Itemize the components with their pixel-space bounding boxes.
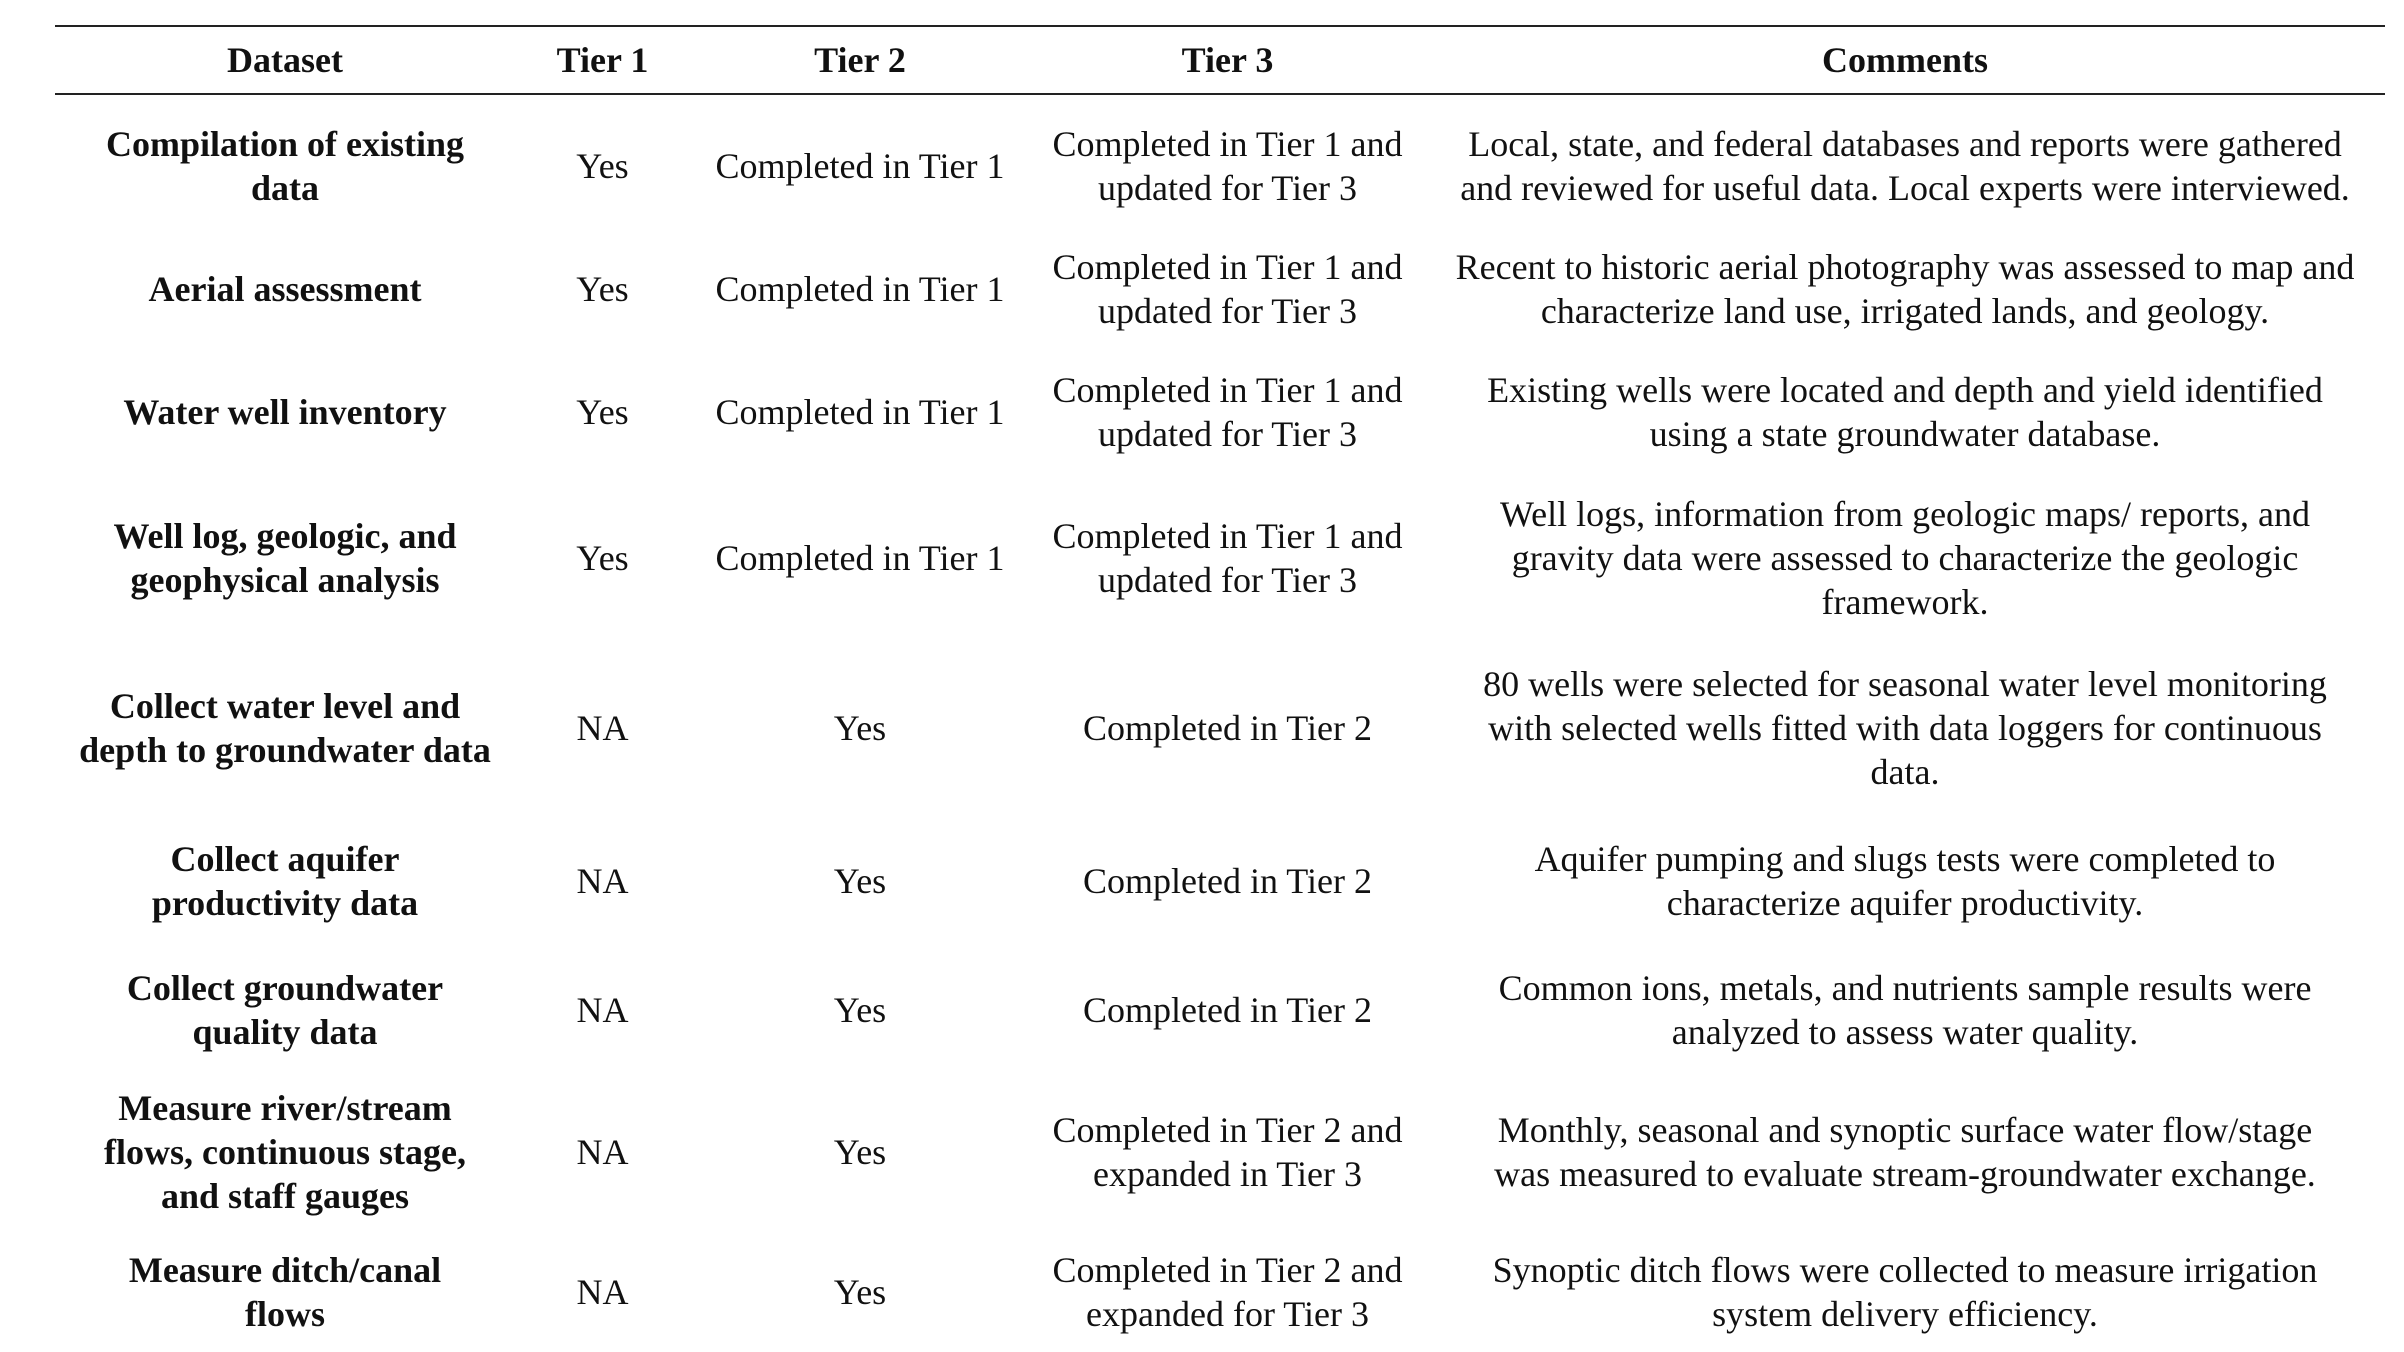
- table-header: [55, 26, 2385, 94]
- cell-dataset: [55, 94, 515, 228]
- cell-line: Completed in Tier 2: [1082, 708, 1373, 748]
- datasets-table: [55, 25, 2385, 1352]
- cell-line: Water well inventory: [123, 392, 447, 432]
- cell-dataset: [55, 948, 515, 1072]
- cell-tier-3: [1030, 1072, 1425, 1232]
- cell-line: characterize land use, irrigated lands, and geology.: [1540, 291, 2270, 331]
- cell-line: Well logs, information from geologic maps/ reports, and: [1500, 494, 2310, 534]
- table-body: [55, 94, 2385, 1352]
- cell-tier-3: [1030, 948, 1425, 1072]
- cell-line: Completed in Tier 2 and: [1052, 1110, 1403, 1150]
- cell-tier-1: NA: [576, 1272, 629, 1312]
- cell-dataset: [55, 814, 515, 948]
- cell-dataset: [55, 1072, 515, 1232]
- cell-tier-1: NA: [576, 708, 629, 748]
- header-tier-2: Tier 2: [690, 26, 1030, 94]
- cell-line: Completed in Tier 1 and: [1052, 370, 1403, 410]
- header-comments: Comments: [1425, 26, 2385, 94]
- cell-line: updated for Tier 3: [1098, 291, 1357, 331]
- cell-line: data.: [1870, 752, 1940, 792]
- cell-tier-1: NA: [576, 990, 629, 1030]
- table-row: [55, 228, 2385, 350]
- cell-line: updated for Tier 3: [1098, 414, 1357, 454]
- cell-tier-2: Yes: [833, 861, 887, 901]
- cell-line: framework.: [1821, 582, 1989, 622]
- cell-comments: [1425, 94, 2385, 228]
- cell-comments: [1425, 948, 2385, 1072]
- cell-line: Compilation of existing: [105, 123, 464, 164]
- table-row: [55, 1072, 2385, 1232]
- table-row: [55, 1232, 2385, 1352]
- cell-line: Monthly, seasonal and synoptic surface water flow/stage: [1497, 1110, 2313, 1150]
- cell-dataset: [55, 474, 515, 642]
- cell-line: Well log, geologic, and: [113, 516, 457, 556]
- cell-tier-3: [1030, 474, 1425, 642]
- table-row: [55, 642, 2385, 814]
- cell-tier-3: [1030, 642, 1425, 814]
- cell-line: was measured to evaluate stream-groundwater exchange.: [1494, 1154, 2316, 1194]
- cell-tier-2: Yes: [833, 1272, 887, 1312]
- cell-tier-2: Completed in Tier 1: [715, 269, 1005, 309]
- cell-tier-3: [1030, 1232, 1425, 1352]
- cell-tier-3: [1030, 94, 1425, 228]
- cell-tier-2: Completed in Tier 1: [715, 145, 1005, 186]
- cell-dataset: [55, 228, 515, 350]
- cell-line: system delivery efficiency.: [1712, 1294, 2098, 1334]
- cell-line: characterize aquifer productivity.: [1666, 883, 2144, 923]
- header-tier-1: Tier 1: [515, 26, 690, 94]
- cell-line: productivity data: [151, 883, 419, 923]
- cell-line: depth to groundwater data: [79, 730, 491, 770]
- table-row: [55, 350, 2385, 474]
- cell-tier-1: NA: [576, 861, 629, 901]
- cell-line: Local, state, and federal databases and reports were gathered: [1468, 123, 2342, 164]
- cell-comments: [1425, 474, 2385, 642]
- cell-tier-2: Yes: [833, 990, 887, 1030]
- cell-line: Completed in Tier 1 and: [1052, 123, 1403, 164]
- cell-line: Synoptic ditch flows were collected to measure irrigation: [1492, 1250, 2318, 1290]
- cell-tier-1: Yes: [576, 538, 629, 578]
- cell-line: data: [250, 167, 319, 208]
- cell-tier-2: Completed in Tier 1: [715, 392, 1005, 432]
- cell-line: Completed in Tier 1 and: [1052, 247, 1403, 287]
- cell-tier-3: [1030, 814, 1425, 948]
- cell-line: Completed in Tier 2 and: [1052, 1250, 1403, 1290]
- cell-line: Measure ditch/canal: [128, 1250, 442, 1290]
- cell-line: Completed in Tier 2: [1082, 861, 1373, 901]
- cell-dataset: [55, 350, 515, 474]
- cell-tier-1: Yes: [576, 392, 629, 432]
- table-row: [55, 814, 2385, 948]
- cell-line: analyzed to assess water quality.: [1671, 1012, 2139, 1052]
- header-tier-3: Tier 3: [1030, 26, 1425, 94]
- cell-dataset: [55, 1232, 515, 1352]
- cell-line: Measure river/stream: [118, 1088, 452, 1128]
- cell-tier-2: Yes: [833, 708, 887, 748]
- header-dataset: Dataset: [55, 26, 515, 94]
- cell-line: Completed in Tier 2: [1082, 990, 1373, 1030]
- cell-line: 80 wells were selected for seasonal water level monitoring: [1483, 664, 2327, 704]
- cell-line: flows: [245, 1294, 325, 1334]
- cell-line: Common ions, metals, and nutrients sample results were: [1498, 968, 2312, 1008]
- data-table-container: [55, 25, 2385, 1352]
- cell-line: updated for Tier 3: [1098, 560, 1357, 600]
- cell-line: and reviewed for useful data. Local experts were interviewed.: [1460, 167, 2350, 208]
- table-row: [55, 94, 2385, 228]
- cell-line: Aerial assessment: [148, 269, 422, 309]
- cell-line: Collect aquifer: [170, 839, 400, 879]
- cell-tier-2: Yes: [833, 1132, 887, 1172]
- cell-line: gravity data were assessed to characterize the geologic: [1511, 538, 2299, 578]
- cell-line: Collect water level and: [109, 686, 461, 726]
- cell-line: using a state groundwater database.: [1649, 414, 2161, 454]
- cell-line: Collect groundwater: [126, 968, 444, 1008]
- cell-comments: [1425, 642, 2385, 814]
- cell-line: expanded in Tier 3: [1093, 1154, 1362, 1194]
- cell-comments: [1425, 228, 2385, 350]
- cell-line: updated for Tier 3: [1098, 167, 1357, 208]
- cell-line: Completed in Tier 1 and: [1052, 516, 1403, 556]
- cell-comments: [1425, 814, 2385, 948]
- cell-tier-3: [1030, 350, 1425, 474]
- table-row: [55, 474, 2385, 642]
- cell-tier-1: NA: [576, 1132, 629, 1172]
- cell-tier-1: Yes: [576, 145, 629, 186]
- cell-line: and staff gauges: [160, 1176, 410, 1216]
- cell-line: quality data: [192, 1012, 378, 1052]
- cell-line: Existing wells were located and depth and yield identified: [1487, 370, 2323, 410]
- cell-line: with selected wells fitted with data loggers for continuous: [1488, 708, 2322, 748]
- cell-comments: [1425, 1072, 2385, 1232]
- cell-line: expanded for Tier 3: [1086, 1294, 1369, 1334]
- cell-line: Aquifer pumping and slugs tests were completed to: [1534, 839, 2276, 879]
- cell-line: geophysical analysis: [130, 560, 440, 600]
- cell-line: flows, continuous stage,: [103, 1132, 467, 1172]
- cell-tier-3: [1030, 228, 1425, 350]
- cell-comments: [1425, 350, 2385, 474]
- cell-line: Recent to historic aerial photography was assessed to map and: [1455, 247, 2355, 287]
- cell-dataset: [55, 642, 515, 814]
- cell-tier-1: Yes: [576, 269, 629, 309]
- cell-tier-2: Completed in Tier 1: [715, 538, 1005, 578]
- table-row: [55, 948, 2385, 1072]
- header-row: [55, 26, 2385, 94]
- cell-comments: [1425, 1232, 2385, 1352]
